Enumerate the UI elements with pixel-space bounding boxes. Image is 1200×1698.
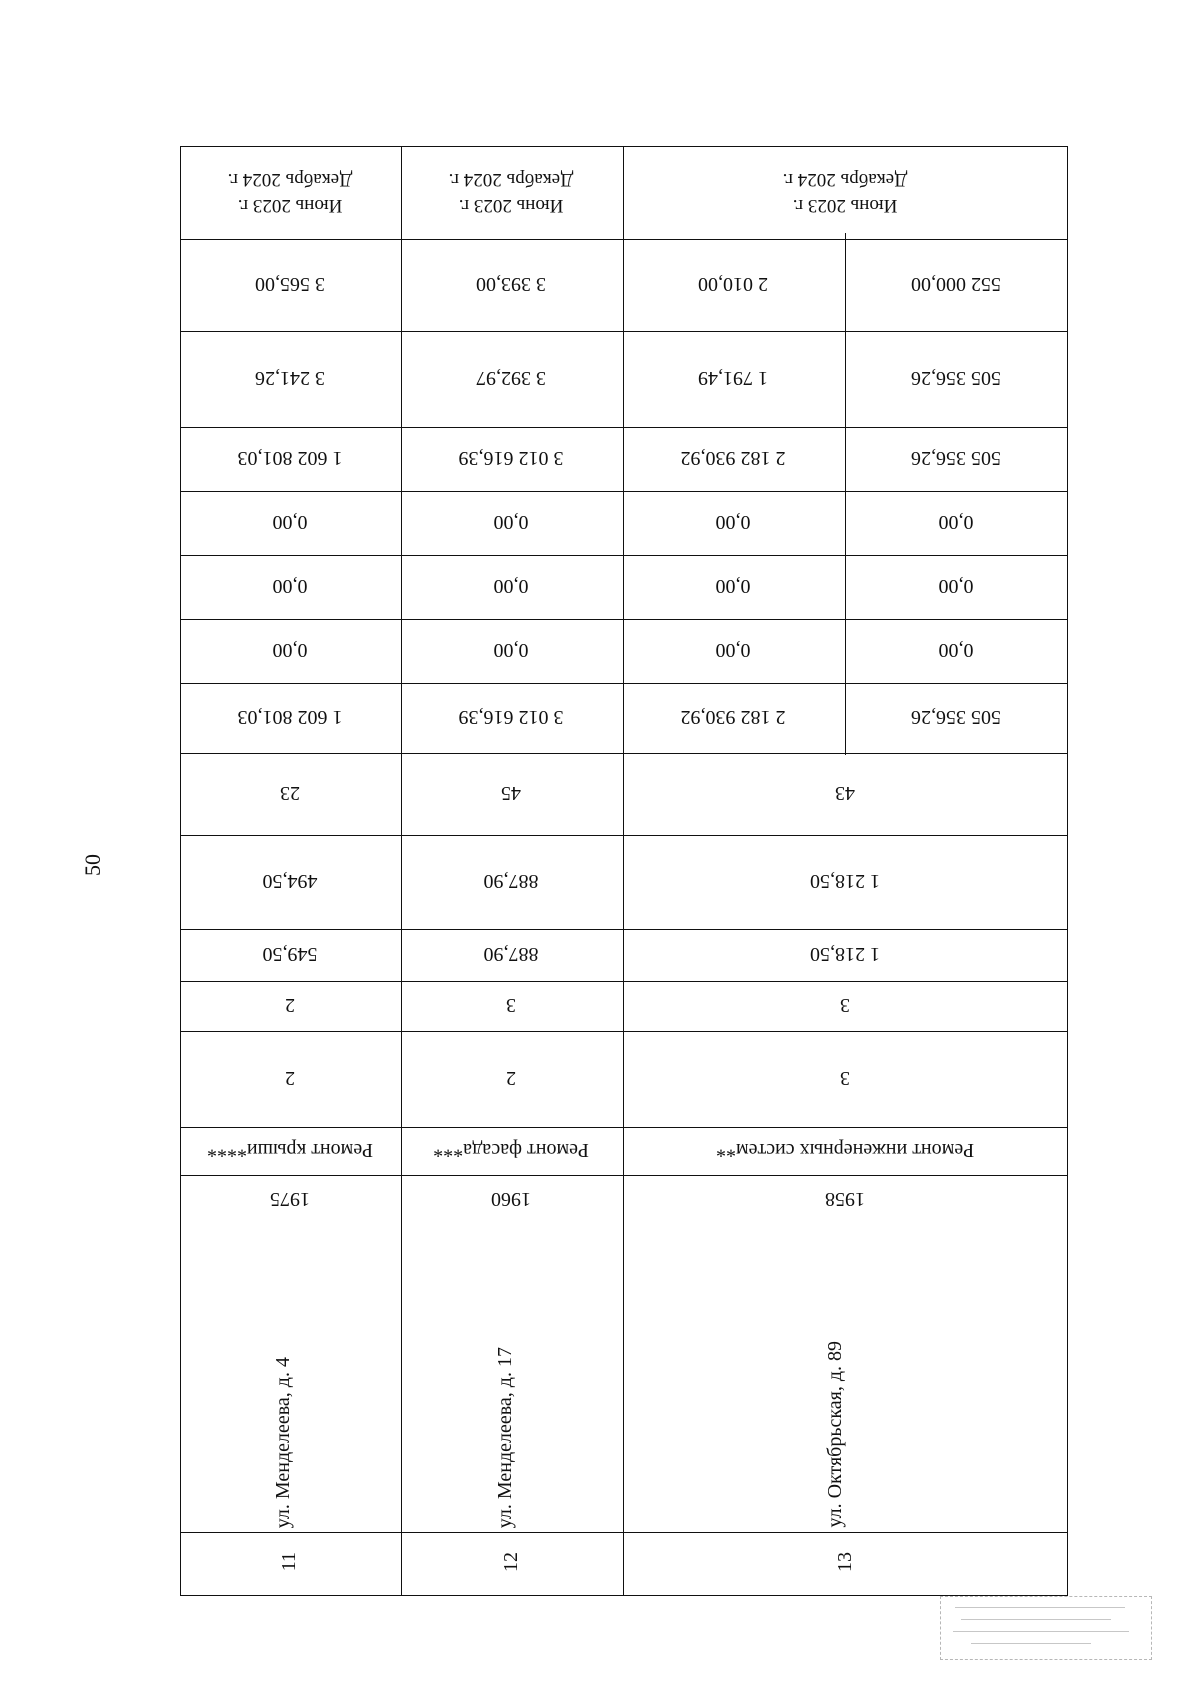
limit-cell-11: 3 565,00	[255, 273, 325, 296]
area1-cell-11: 549,50	[262, 943, 318, 966]
work-cell-11: Ремонт крыши****	[206, 1139, 374, 1162]
work-row	[180, 1126, 1068, 1174]
limit-cell-13b: 552 000,00	[911, 273, 1001, 296]
address-cell-13: ул. Октябрьская, д. 89	[824, 1341, 846, 1528]
row-number-11: 11	[278, 1552, 300, 1572]
work-cell-13: Ремонт инженерных систем**	[715, 1139, 975, 1162]
zero-cell: 0,00	[493, 639, 529, 662]
count-b-row	[180, 980, 1068, 1030]
year-cell-11: 1975	[270, 1188, 310, 1211]
fund-row	[180, 426, 1068, 490]
number-row	[180, 1534, 1068, 1594]
area2-cell-12: 887,90	[483, 870, 539, 893]
period-cell-13: Июнь 2023 г. Декабрь 2024 г.	[782, 169, 908, 216]
zero-cell: 0,00	[272, 511, 308, 534]
zero-cell: 0,00	[715, 639, 751, 662]
people-cell-11: 23	[280, 782, 300, 805]
count-a-cell-12: 2	[506, 1067, 516, 1090]
count-a-row	[180, 1030, 1068, 1126]
period-cell-12: Июнь 2023 г. Декабрь 2024 г.	[448, 169, 574, 216]
zero-cell: 0,00	[715, 575, 751, 598]
period-row	[180, 146, 1068, 238]
period-cell-11: Июнь 2023 г. Декабрь 2024 г.	[227, 169, 353, 216]
zero-row-1	[180, 490, 1068, 554]
people-cell-12: 45	[501, 782, 521, 805]
per-sqm-cell-11: 3 241,26	[255, 367, 325, 390]
fund-cell-11: 1 602 801,03	[237, 447, 343, 470]
area1-row	[180, 928, 1068, 980]
zero-row-3	[180, 618, 1068, 682]
total-cell-11: 1 602 801,03	[237, 706, 343, 729]
fund-cell-13a: 2 182 930,92	[680, 447, 786, 470]
limit-cell-12: 3 393,00	[476, 273, 546, 296]
area2-cell-11: 494,50	[262, 870, 318, 893]
per-sqm-row	[180, 330, 1068, 426]
total-cell-13b: 505 356,26	[911, 706, 1001, 729]
zero-cell: 0,00	[493, 575, 529, 598]
count-a-cell-13: 3	[840, 1067, 850, 1090]
zero-cell: 0,00	[938, 511, 974, 534]
zero-row-2	[180, 554, 1068, 618]
row-number-13: 13	[834, 1552, 856, 1572]
area2-cell-13: 1 218,50	[810, 870, 880, 893]
year-cell-13: 1958	[825, 1188, 865, 1211]
zero-cell: 0,00	[493, 511, 529, 534]
people-cell-13: 43	[835, 782, 855, 805]
per-sqm-cell-13a: 1 791,49	[698, 367, 768, 390]
count-b-cell-13: 3	[840, 994, 850, 1017]
address-cell-12: ул. Менделеева, д. 17	[494, 1346, 516, 1528]
fund-cell-13b: 505 356,26	[911, 447, 1001, 470]
per-sqm-cell-12: 3 392,97	[476, 367, 546, 390]
total-cell-13a: 2 182 930,92	[680, 706, 786, 729]
zero-cell: 0,00	[938, 575, 974, 598]
address-row	[180, 1228, 1068, 1534]
area1-cell-12: 887,90	[483, 943, 539, 966]
per-sqm-cell-13b: 505 356,26	[911, 367, 1001, 390]
limit-cell-13a: 2 010,00	[698, 273, 768, 296]
zero-cell: 0,00	[272, 575, 308, 598]
people-row	[180, 752, 1068, 834]
work-cell-12: Ремонт фасада***	[433, 1139, 589, 1162]
count-b-cell-11: 2	[285, 994, 295, 1017]
year-row	[180, 1174, 1068, 1224]
total-row	[180, 682, 1068, 752]
total-cell-12: 3 012 616,39	[458, 706, 564, 729]
year-cell-12: 1960	[491, 1188, 531, 1211]
area1-cell-13: 1 218,50	[810, 943, 880, 966]
page-number: 50	[80, 854, 105, 876]
count-b-cell-12: 3	[506, 994, 516, 1017]
stamp-mark	[940, 1596, 1152, 1660]
zero-cell: 0,00	[938, 639, 974, 662]
fund-cell-12: 3 012 616,39	[458, 447, 564, 470]
address-cell-11: ул. Менделеева, д. 4	[272, 1356, 294, 1528]
row-number-12: 12	[500, 1552, 522, 1572]
limit-row	[180, 238, 1068, 330]
zero-cell: 0,00	[272, 639, 308, 662]
count-a-cell-11: 2	[285, 1067, 295, 1090]
area2-row	[180, 834, 1068, 928]
zero-cell: 0,00	[715, 511, 751, 534]
